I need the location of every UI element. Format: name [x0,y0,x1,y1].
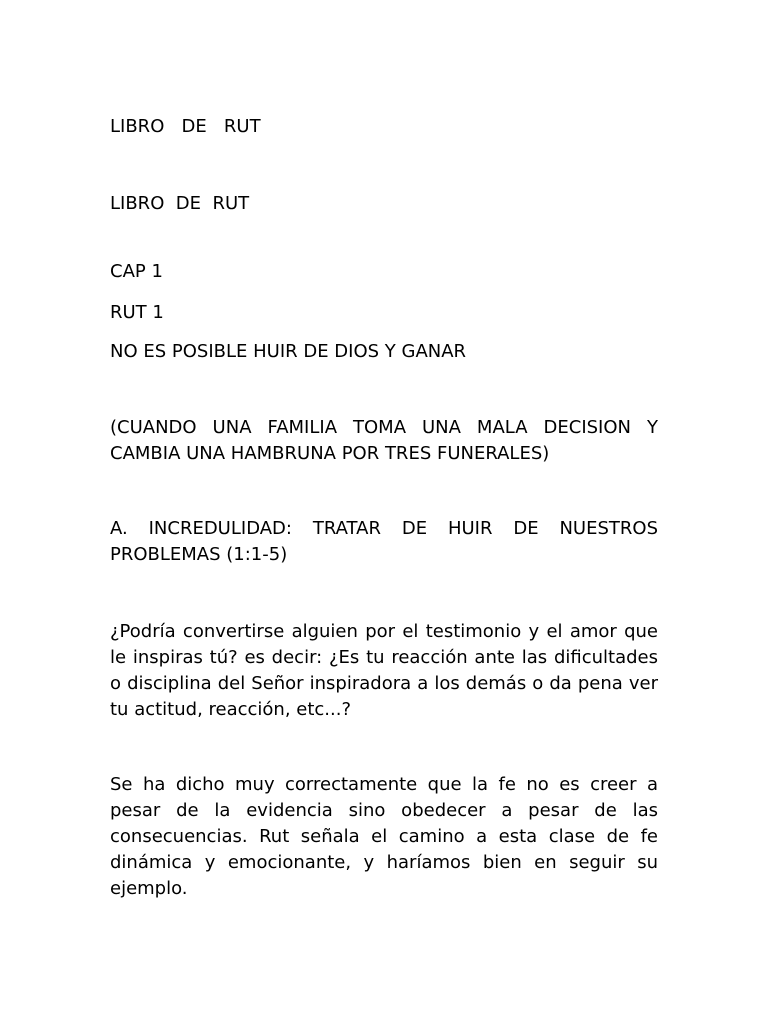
scripture-reference: RUT 1 [110,302,164,323]
sermon-subtitle: (CUANDO UNA FAMILIA TOMA UNA MALA DECISION Y CAMBIA UNA HAMBRUNA POR TRES FUNERALES) [110,417,658,464]
chapter-label: CAP 1 [110,261,163,282]
book-title: LIBRO DE RUT [110,193,250,214]
document-heading: LIBRO DE RUT [110,116,261,137]
body-paragraph: ¿Podría convertirse alguien por el testimonio y el amor que le inspiras tú? es decir: ¿Es tu reacción ante las dificultades o disciplina del Señor inspiradora a los demás o da pena ver tu actitud, reacción, etc...? [110,621,658,720]
body-paragraph: Se ha dicho muy correctamente que la fe no es creer a pesar de la evidencia sino obedecer a pesar de las consecuencias. Rut señala el camino a esta clase de fe dinámica y emocionante, y haríamos bien en seguir su ejemplo. [110,774,658,899]
section-a-heading: A. INCREDULIDAD: TRATAR DE HUIR DE NUESTROS PROBLEMAS (1:1-5) [110,518,658,565]
sermon-theme: NO ES POSIBLE HUIR DE DIOS Y GANAR [110,341,467,362]
